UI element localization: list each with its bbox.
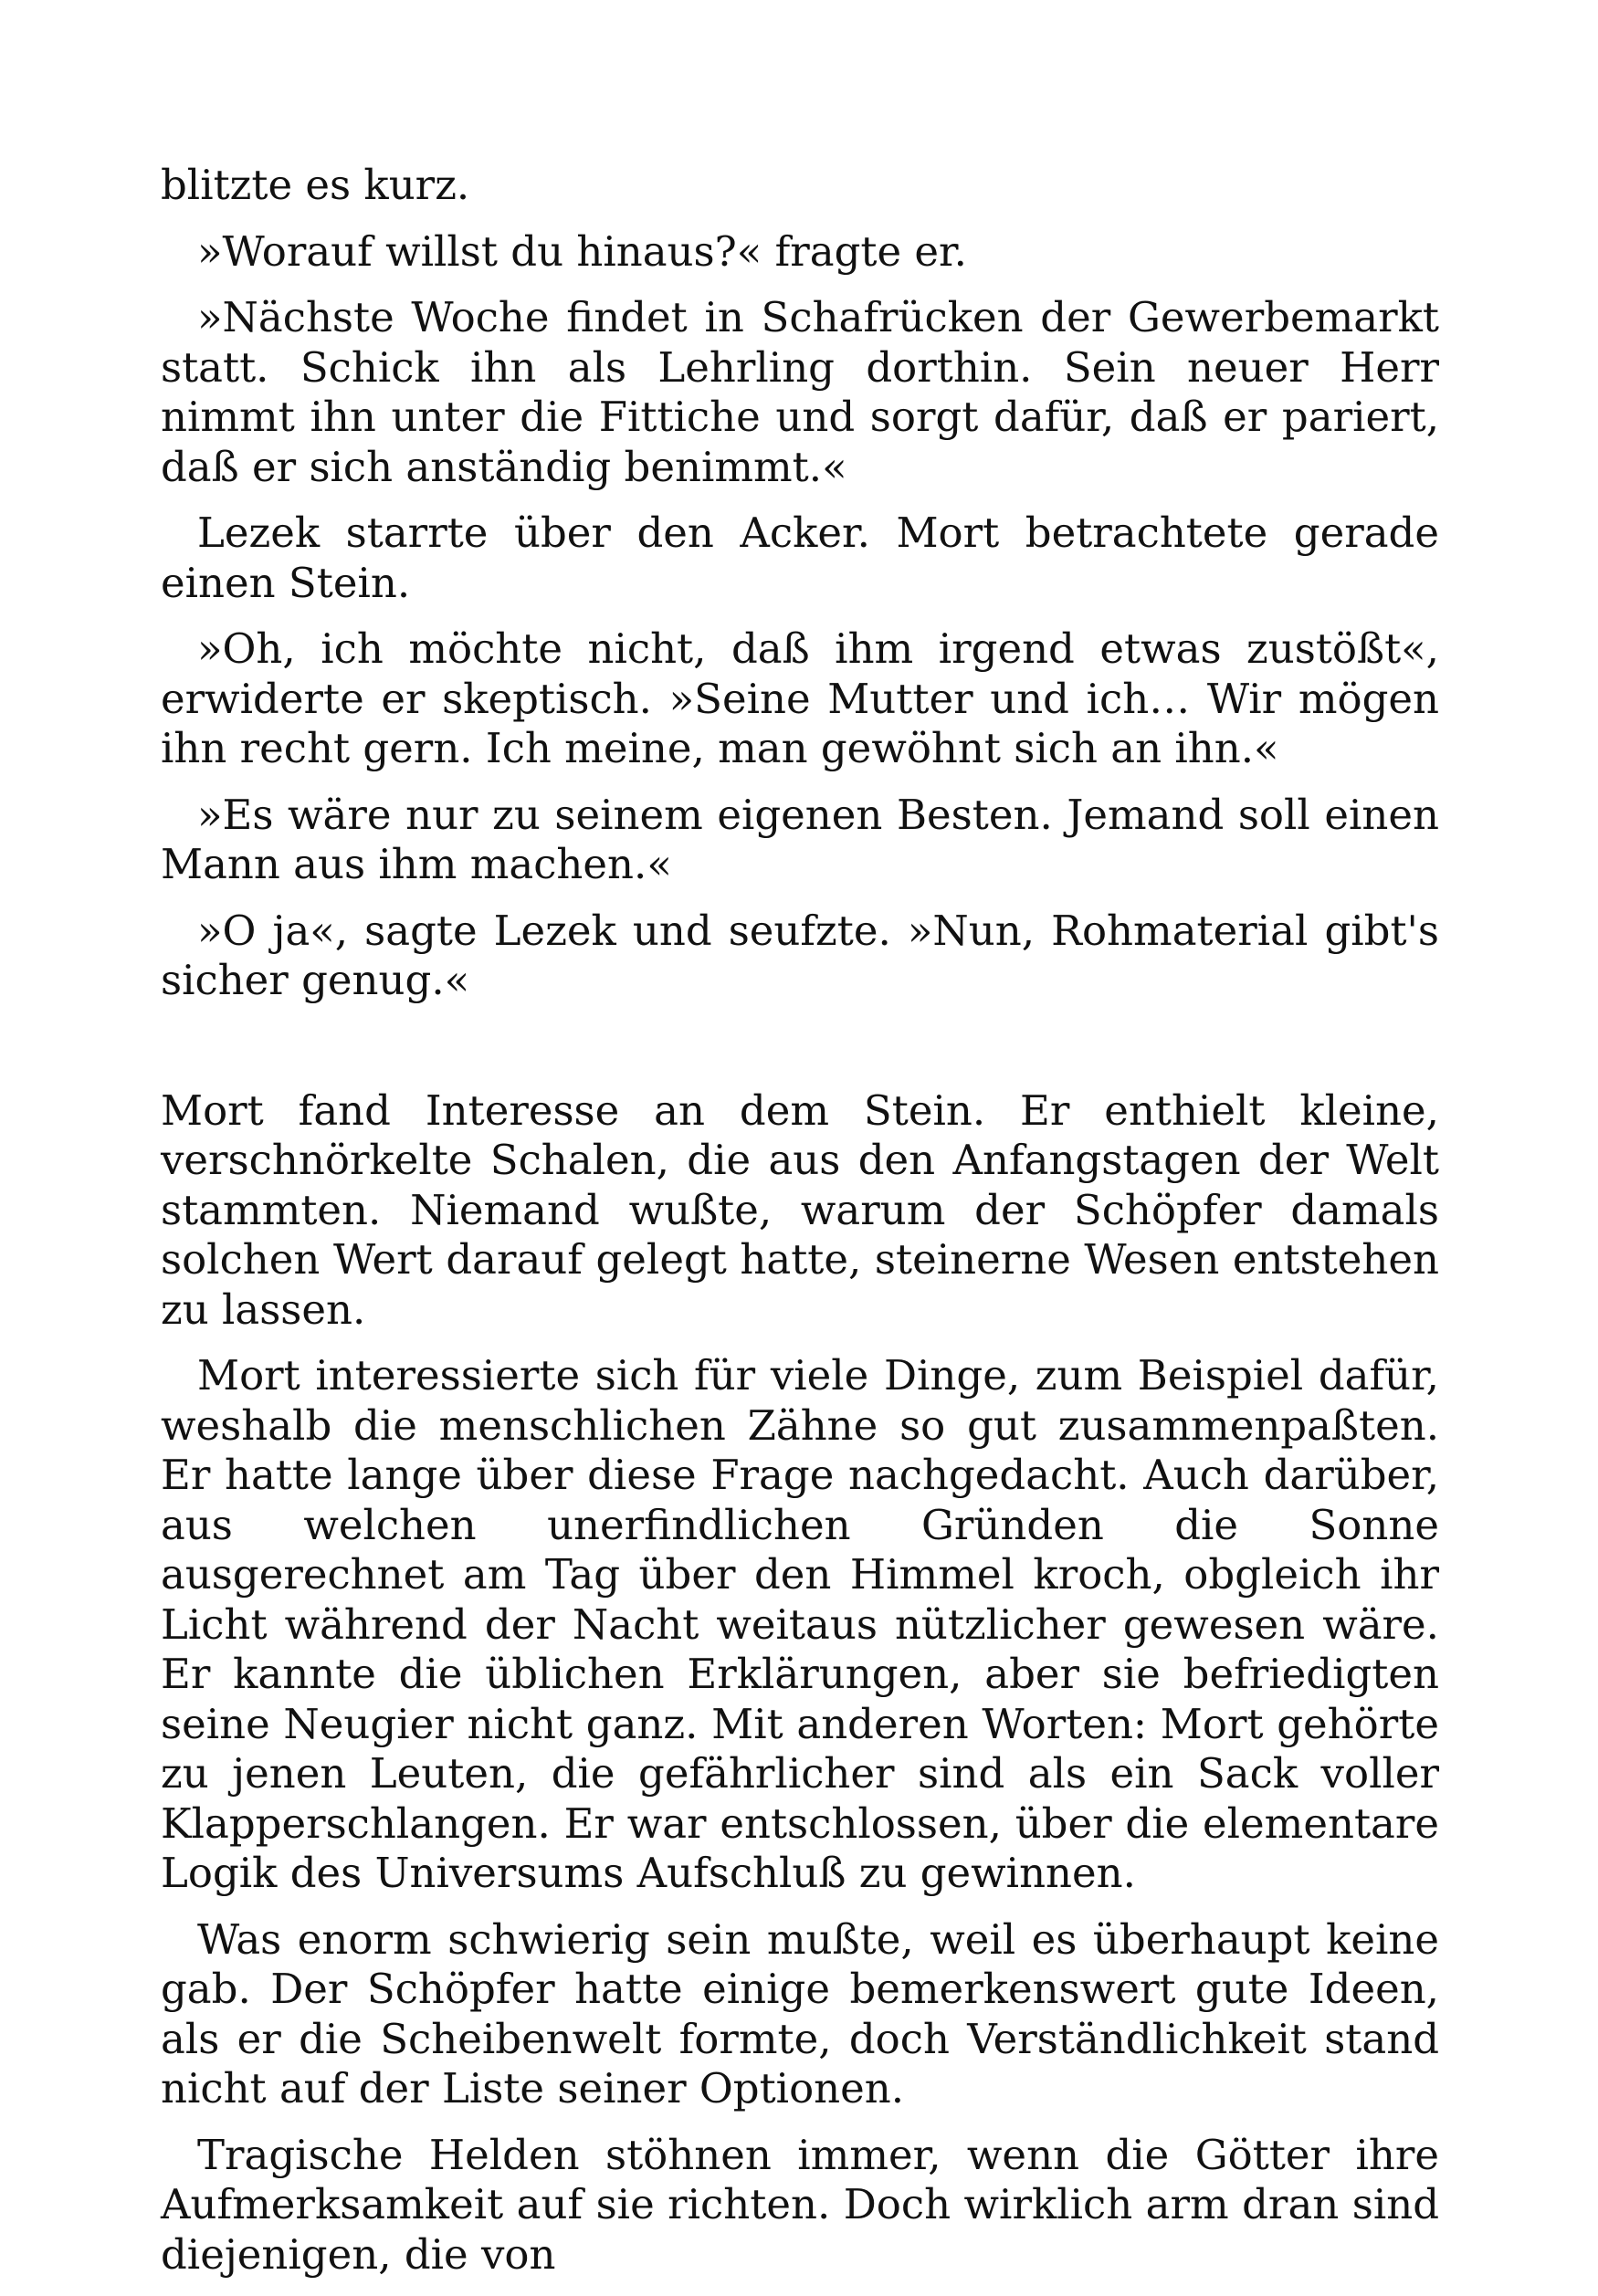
paragraph: Mort fand Interesse an dem Stein. Er enthielt kleine, verschnörkelte Schalen, die aus den Anfangstagen der Welt stammten. Niemand wußte, warum der Schöpfer damals solchen Wert darauf gelegt hatte, steinerne Wesen entstehen zu lassen. bbox=[161, 1085, 1439, 1334]
paragraph: »O ja«, sagte Lezek und seufzte. »Nun, Rohmaterial gibt's sicher genug.« bbox=[161, 906, 1439, 1004]
book-page bbox=[161, 161, 1439, 2296]
section-break bbox=[161, 1022, 1439, 1086]
paragraph: »Nächste Woche findet in Schafrücken der Gewerbemarkt statt. Schick ihn als Lehrling dorthin. Sein neuer Herr nimmt ihn unter die Fittiche und sorgt dafür, daß er pariert, daß er sich anständig benimmt.« bbox=[161, 293, 1439, 491]
paragraph: »Es wäre nur zu seinem eigenen Besten. Jemand soll einen Mann aus ihm machen.« bbox=[161, 790, 1439, 888]
paragraph: »Worauf willst du hinaus?« fragte er. bbox=[197, 226, 967, 276]
paragraph: Lezek starrte über den Acker. Mort betrachtete gerade einen Stein. bbox=[161, 508, 1439, 607]
paragraph: Tragische Helden stöhnen immer, wenn die Götter ihre Aufmerksamkeit auf sie richten. Doch wirklich arm dran sind diejenigen, die von bbox=[161, 2130, 1439, 2279]
paragraph: Was enorm schwierig sein mußte, weil es überhaupt keine gab. Der Schöpfer hatte einige bemerkenswert gute Ideen, als er die Scheibenwelt formte, doch Verständlichkeit stand nicht auf der Liste seiner Optionen. bbox=[161, 1914, 1439, 2113]
paragraph: »Oh, ich möchte nicht, daß ihm irgend etwas zustößt«, erwiderte er skeptisch. »Seine Mutter und ich… Wir mögen ihn recht gern. Ich meine, man gewöhnt sich an ihn.« bbox=[161, 624, 1439, 772]
paragraph: blitzte es kurz. bbox=[161, 161, 470, 209]
paragraph: Mort interessierte sich für viele Dinge, zum Beispiel dafür, weshalb die menschlichen Zähne so gut zusammenpaßten. Er hatte lange über diese Frage nachgedacht. Auch darüber, aus welchen unerfindlichen Gründen die Sonne ausgerechnet am Tag über den Himmel kroch, obgleich ihr Licht während der Nacht weitaus nützlicher gewesen wäre. Er kannte die üblichen Erklärungen, aber sie befriedigten seine Neugier nicht ganz. Mit anderen Worten: Mort gehörte zu jenen Leuten, die gefährlicher sind als ein Sack voller Klapperschlangen. Er war entschlossen, über die elementare Logik des Universums Aufschluß zu gewinnen. bbox=[161, 1351, 1439, 1897]
